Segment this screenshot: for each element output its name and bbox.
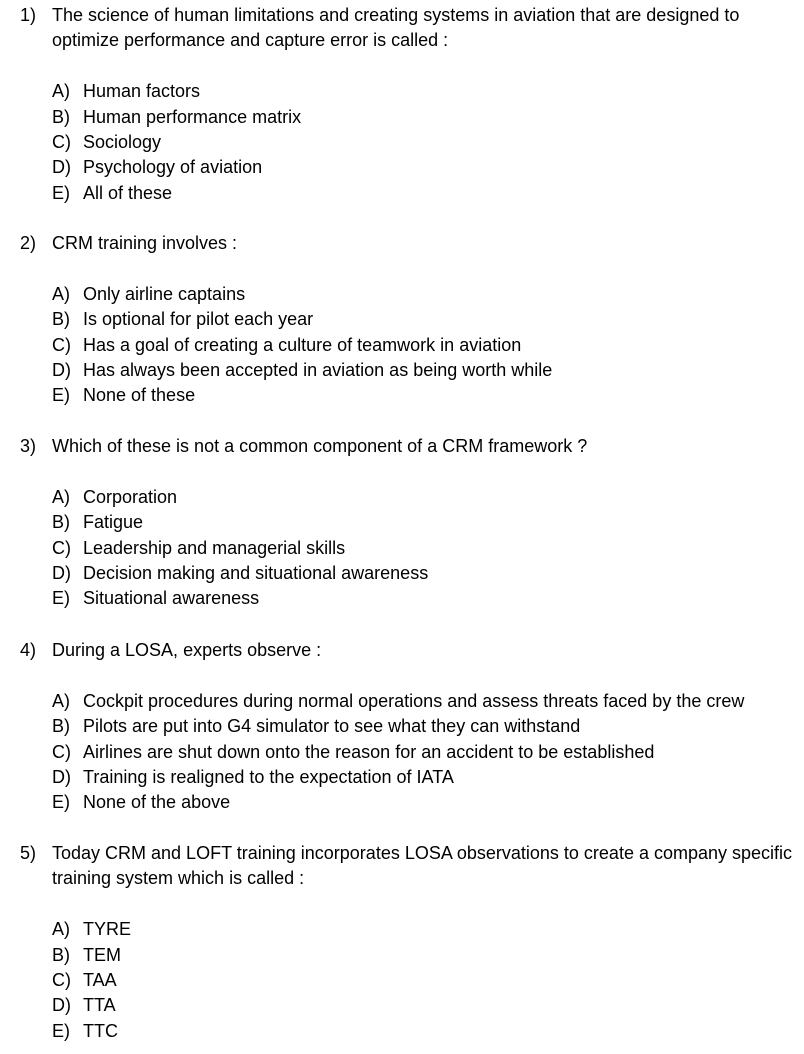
- option-list: [0, 79, 804, 206]
- option-text: TTC: [83, 1020, 118, 1041]
- option-letter: C): [52, 334, 71, 355]
- option-text: Has always been accepted in aviation as being worth while: [83, 359, 553, 380]
- question-text: CRM training involves :: [52, 233, 238, 253]
- question-number: 4): [20, 640, 37, 660]
- question-text: The science of human limitations and creating systems in aviation that are designed to optimize performance and capture error is called :: [52, 5, 740, 51]
- option-letter: C): [52, 131, 71, 152]
- option-letter: B): [52, 716, 70, 737]
- option-d: [0, 561, 804, 586]
- option-e: [0, 586, 804, 611]
- option-b: [0, 510, 804, 535]
- option-letter: D): [52, 157, 71, 178]
- option-d: [0, 993, 804, 1018]
- option-text: Human performance matrix: [83, 106, 302, 127]
- option-letter: E): [52, 792, 70, 813]
- option-text: Has a goal of creating a culture of teamwork in aviation: [83, 334, 522, 355]
- option-text: Decision making and situational awareness: [83, 562, 429, 583]
- option-letter: B): [52, 512, 70, 533]
- option-text: Pilots are put into G4 simulator to see what they can withstand: [83, 716, 581, 737]
- question-text: Today CRM and LOFT training incorporates LOSA observations to create a company specific training system which is called :: [52, 843, 793, 889]
- option-text: Human factors: [83, 81, 201, 102]
- option-e: [0, 790, 804, 815]
- option-text: Sociology: [83, 131, 162, 152]
- option-letter: E): [52, 385, 70, 406]
- question-text: During a LOSA, experts observe :: [52, 640, 322, 660]
- option-e: [0, 181, 804, 206]
- option-text: Fatigue: [83, 512, 144, 533]
- option-d: [0, 155, 804, 180]
- option-text: TYRE: [83, 919, 132, 940]
- option-letter: D): [52, 766, 71, 787]
- option-text: Is optional for pilot each year: [83, 309, 314, 330]
- option-b: [0, 943, 804, 968]
- question-stem: [0, 231, 800, 256]
- option-text: Corporation: [83, 486, 178, 507]
- option-text: Psychology of aviation: [83, 157, 263, 178]
- question-stem: [0, 3, 800, 54]
- option-letter: A): [52, 81, 70, 102]
- option-letter: E): [52, 1020, 70, 1041]
- option-letter: D): [52, 359, 71, 380]
- option-text: None of the above: [83, 792, 231, 813]
- option-letter: D): [52, 562, 71, 583]
- option-b: [0, 105, 804, 130]
- option-text: None of these: [83, 385, 196, 406]
- option-e: [0, 383, 804, 408]
- option-c: [0, 968, 804, 993]
- option-letter: E): [52, 182, 70, 203]
- option-letter: A): [52, 919, 70, 940]
- question-4: [0, 638, 804, 816]
- option-b: [0, 307, 804, 332]
- option-letter: B): [52, 944, 70, 965]
- option-a: [0, 79, 804, 104]
- option-letter: B): [52, 106, 70, 127]
- option-text: Cockpit procedures during normal operations and assess threats faced by the crew: [83, 690, 745, 711]
- question-stem: [0, 434, 800, 459]
- question-2: [0, 231, 804, 409]
- option-letter: B): [52, 309, 70, 330]
- question-5: [0, 841, 804, 1044]
- option-text: TTA: [83, 995, 116, 1016]
- option-b: [0, 714, 804, 739]
- option-list: [0, 485, 804, 612]
- question-number: 2): [20, 233, 37, 253]
- option-d: [0, 765, 804, 790]
- option-text: Leadership and managerial skills: [83, 537, 346, 558]
- option-letter: D): [52, 995, 71, 1016]
- option-a: [0, 282, 804, 307]
- question-number: 3): [20, 436, 37, 456]
- option-letter: E): [52, 588, 70, 609]
- question-3: [0, 434, 804, 612]
- option-text: All of these: [83, 182, 173, 203]
- option-letter: A): [52, 690, 70, 711]
- option-letter: C): [52, 741, 71, 762]
- option-text: TAA: [83, 969, 117, 990]
- option-d: [0, 358, 804, 383]
- option-text: Only airline captains: [83, 283, 246, 304]
- question-number: 5): [20, 843, 37, 863]
- option-text: TEM: [83, 944, 121, 965]
- option-e: [0, 1019, 804, 1044]
- option-letter: A): [52, 283, 70, 304]
- question-text: Which of these is not a common component of a CRM framework ?: [52, 436, 588, 456]
- option-text: Airlines are shut down onto the reason for an accident to be established: [83, 741, 655, 762]
- option-text: Situational awareness: [83, 588, 260, 609]
- question-number: 1): [20, 5, 37, 25]
- option-letter: C): [52, 537, 71, 558]
- option-letter: C): [52, 969, 71, 990]
- option-letter: A): [52, 486, 70, 507]
- option-text: Training is realigned to the expectation of IATA: [83, 766, 454, 787]
- option-c: [0, 536, 804, 561]
- option-c: [0, 130, 804, 155]
- option-a: [0, 485, 804, 510]
- option-list: [0, 282, 804, 409]
- option-a: [0, 689, 804, 714]
- option-c: [0, 333, 804, 358]
- option-list: [0, 917, 804, 1044]
- question-stem: [0, 638, 800, 663]
- option-list: [0, 689, 804, 816]
- question-stem: [0, 841, 800, 892]
- question-1: [0, 3, 804, 206]
- option-a: [0, 917, 804, 942]
- option-c: [0, 740, 804, 765]
